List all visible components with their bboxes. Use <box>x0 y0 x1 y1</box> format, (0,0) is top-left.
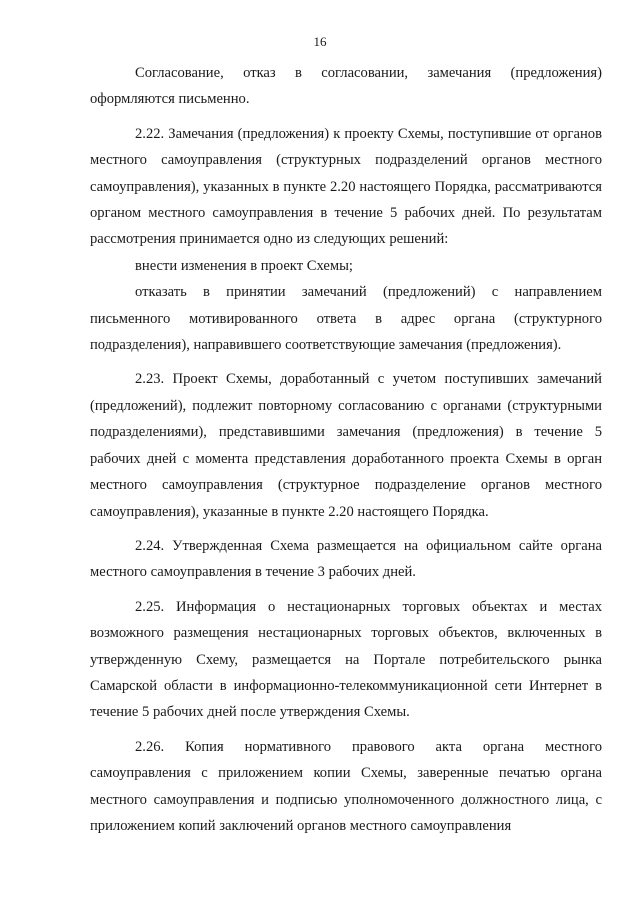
paragraph-2-26: 2.26. Копия нормативного правового акта органа местного самоуправления с приложением копии Схемы, заверенные печатью органа местного самоуправления и подписью уполномоченного должностного лица, с приложением копий заключений органов местного самоуправления <box>90 738 602 834</box>
paragraph-2-23: 2.23. Проект Схемы, доработанный с учетом поступивших замечаний (предложений), подлежит повторному согласованию с органами (структурными подразделениями), представившими замечания (предложения) в течение 5 рабочих дней с момента представления доработанного проекта Схемы в орган местного самоуправления (структурное подразделение органов местного самоуправления), указанные в пункте 2.20 настоящего Порядка. <box>90 371 602 520</box>
paragraph-option-reject: отказать в принятии замечаний (предложений) с направлением письменного мотивированного ответа в адрес органа (структурного подразделения), направившего соответствующие замечания (предложения). <box>90 284 602 354</box>
page-number: 16 <box>313 34 327 49</box>
document-body <box>90 60 602 839</box>
paragraph-option-amend: внести изменения в проект Схемы; <box>135 257 353 274</box>
paragraph-2-24: 2.24. Утвержденная Схема размещается на официальном сайте органа местного самоуправления в течение 3 рабочих дней. <box>90 537 602 581</box>
paragraph-2-22: 2.22. Замечания (предложения) к проекту Схемы, поступившие от органов местного самоуправления (структурных подразделений органов местного самоуправления), указанных в пункте 2.20 настоящего Порядка, рассматриваются органом местного самоуправления в течение 5 рабочих дней. По результатам рассмотрения принимается одно из следующих решений: <box>90 125 602 248</box>
paragraph-approval-note: Согласование, отказ в согласовании, замечания (предложения) оформляются письменно. <box>90 65 602 108</box>
paragraph-2-25: 2.25. Информация о нестационарных торговых объектах и местах возможного размещения нестационарных торговых объектов, включенных в утвержденную Схему, размещается на Портале потребительского рынка Самарской области в информационно-телекоммуникационной сети Интернет в течение 5 рабочих дней после утверждения Схемы. <box>90 598 602 721</box>
